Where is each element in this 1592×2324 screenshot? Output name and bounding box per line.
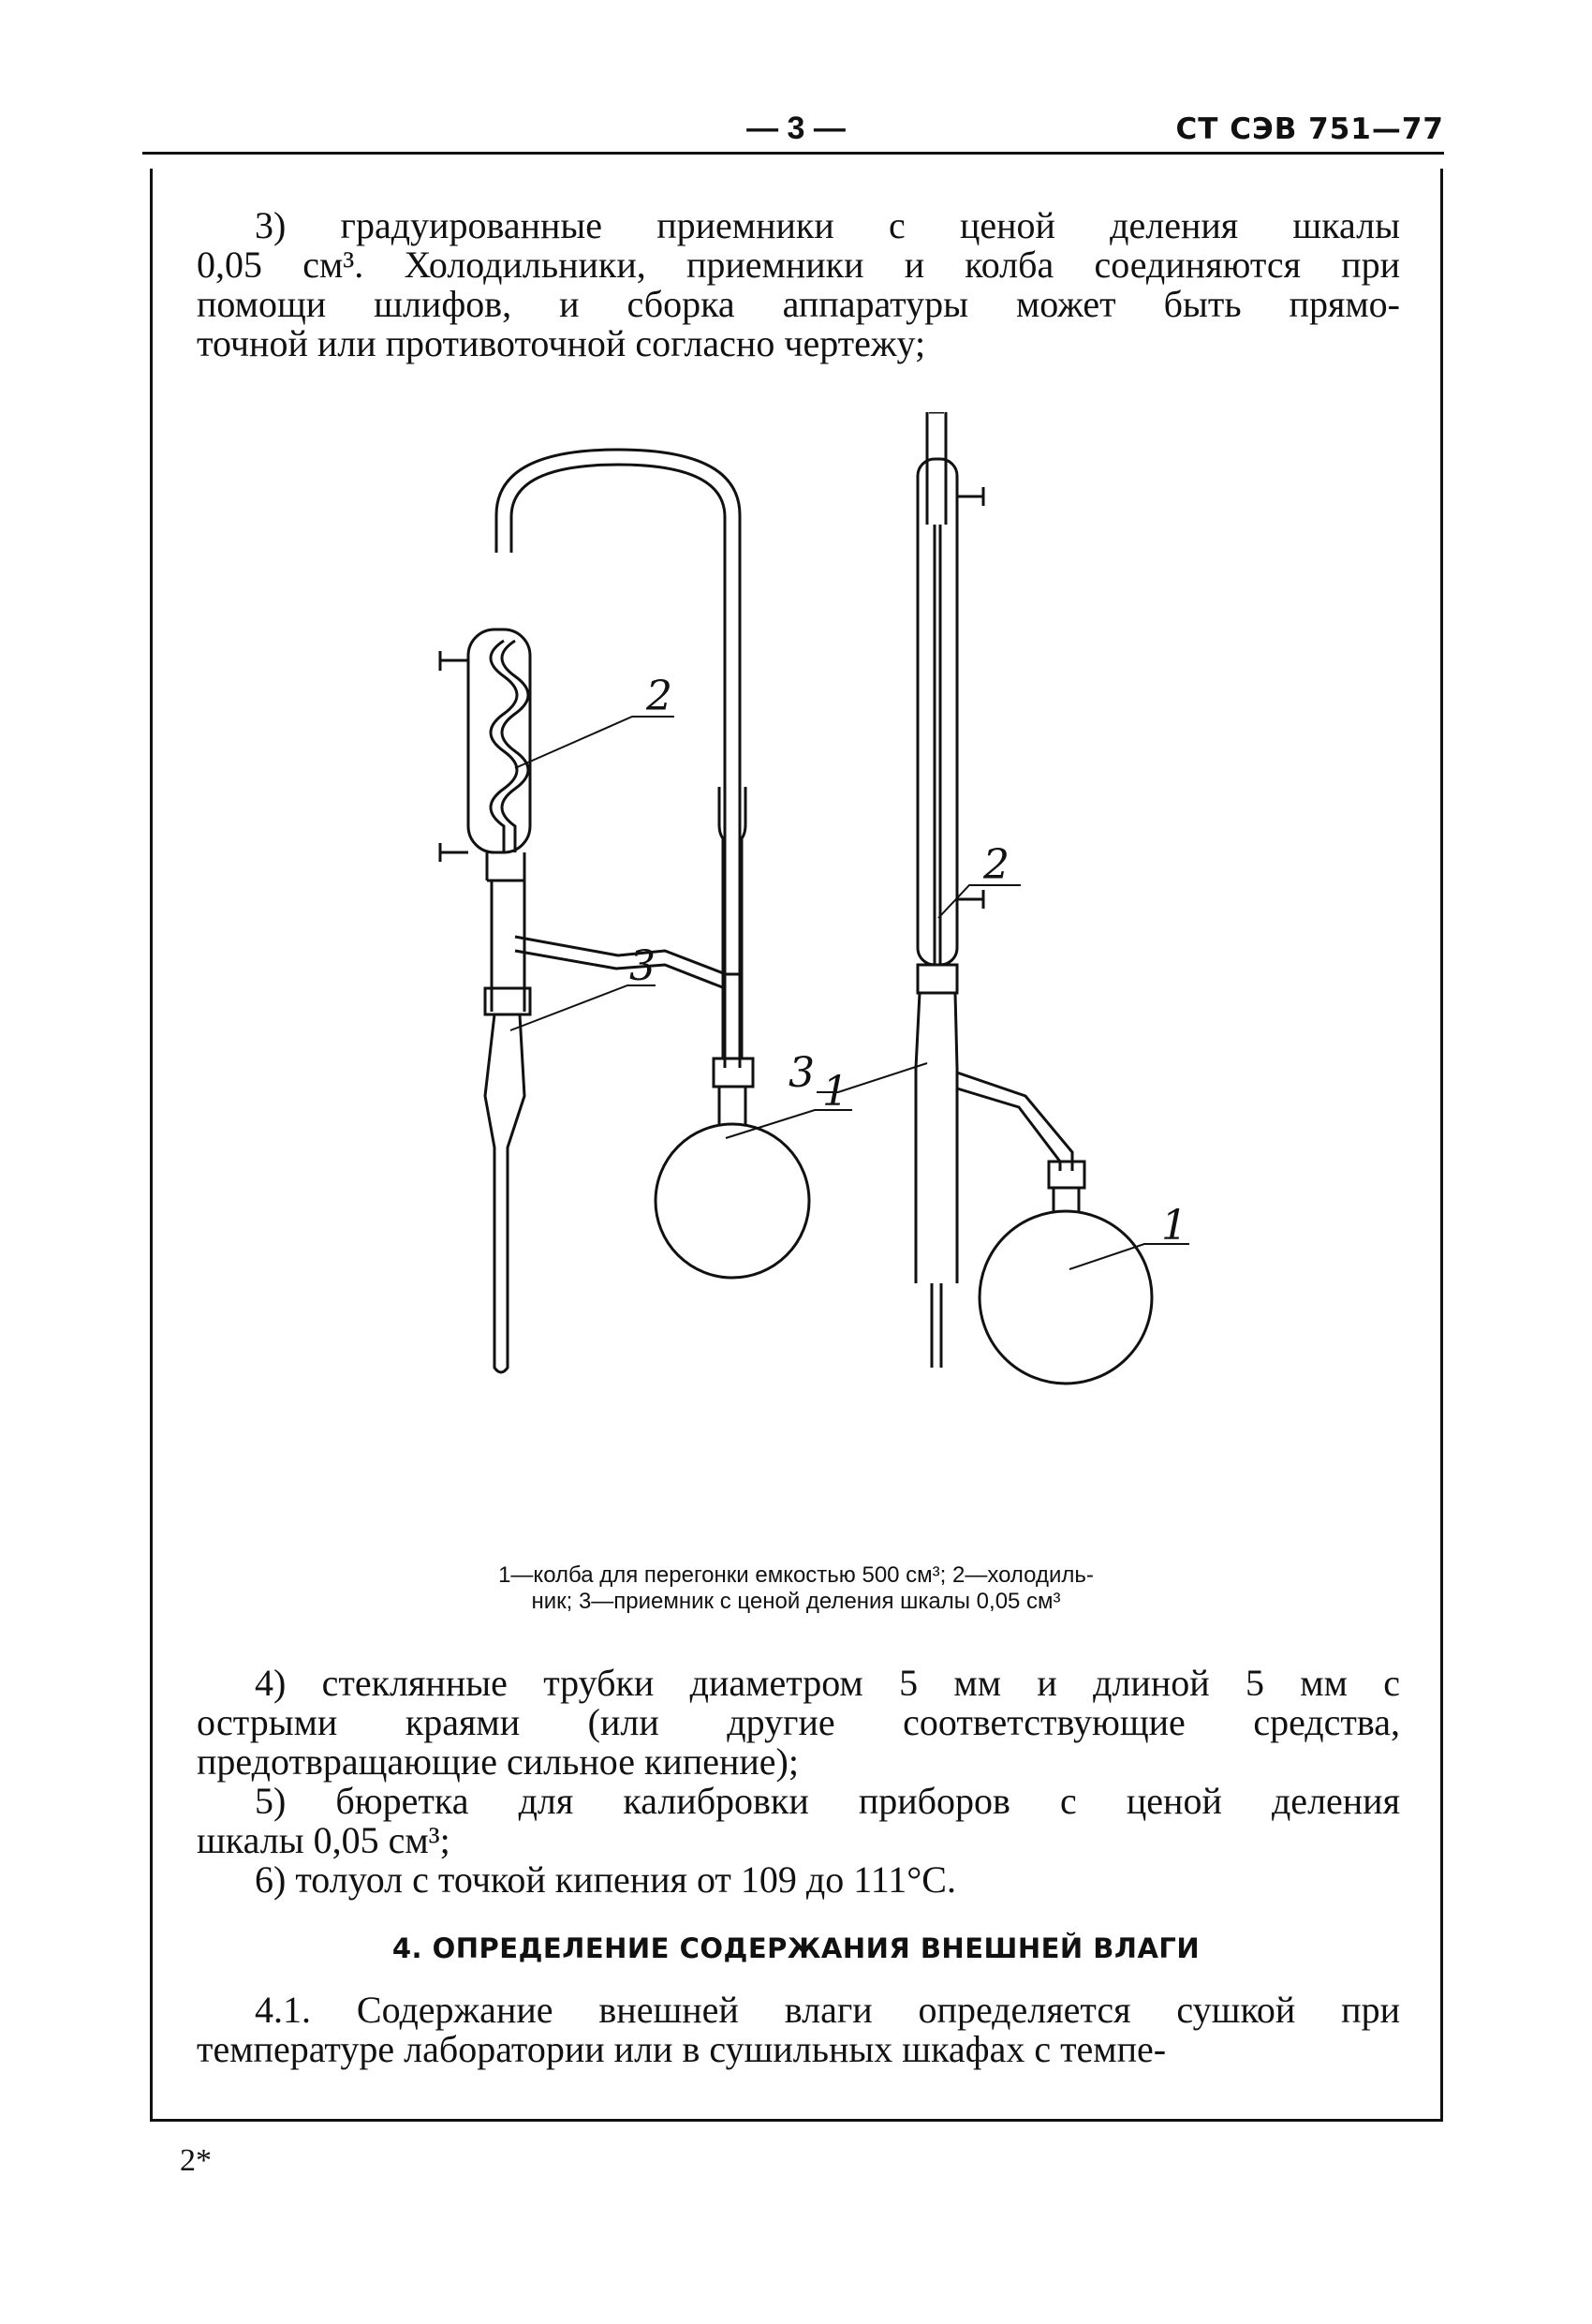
label-receiver-left: 3 — [629, 942, 656, 990]
paragraph-5 — [197, 1782, 1400, 1860]
paragraph-line: острыми краями (или другие соответствующие средства, — [197, 1701, 1400, 1743]
paragraph-3 — [197, 206, 1400, 363]
paragraph-line: предотвращающие сильное кипение); — [197, 1740, 799, 1783]
footer-rule — [150, 2119, 1443, 2122]
caption-line: 1—колба для перегонки емкостью 500 см³; 2—холодиль- — [498, 1562, 1094, 1588]
paragraph-4 — [197, 1664, 1400, 1782]
caption-line: ник; 3—приемник с ценой деления шкалы 0,05 см³ — [531, 1589, 1061, 1614]
label-flask-left: 1 — [822, 1068, 848, 1116]
figure-caption — [356, 1562, 1236, 1615]
document-code: СТ СЭВ 751—77 — [1175, 112, 1444, 146]
distillation-apparatus-figure — [375, 412, 1236, 1536]
label-condenser-left: 2 — [646, 673, 672, 720]
page-number: — 3 — — [746, 111, 846, 146]
paragraph-line: помощи шлифов, и сборка аппаратуры может быть прямо- — [197, 283, 1400, 325]
paragraph-line: 4) стеклянные трубки диаметром 5 мм и длиной 5 мм с — [255, 1662, 1400, 1704]
paragraph-line: точной или противоточной согласно чертежу; — [197, 322, 926, 364]
paragraph-line: температуре лаборатории или в сушильных шкафах с темпе- — [197, 2028, 1167, 2070]
paragraph-line: шкалы 0,05 см³; — [197, 1819, 450, 1861]
paragraph-line: 3) градуированные приемники с ценой деления шкалы — [255, 204, 1400, 246]
frame-right-rule — [1440, 169, 1443, 2122]
frame-left-rule — [150, 169, 153, 2122]
label-flask-right: 1 — [1161, 1202, 1187, 1250]
label-receiver-right: 3 — [789, 1049, 815, 1097]
paragraph-6 — [197, 1860, 1400, 1900]
paragraph-line: 5) бюретка для калибровки приборов с ценой деления — [255, 1780, 1400, 1822]
paragraph-line: 0,05 см³. Холодильники, приемники и колба соединяются при — [197, 244, 1400, 286]
paragraph-4-1 — [197, 1991, 1400, 2069]
header-rule — [142, 152, 1444, 155]
paragraph-line: 4.1. Содержание внешней влаги определяется сушкой при — [255, 1989, 1400, 2031]
section-heading: 4. ОПРЕДЕЛЕНИЕ СОДЕРЖАНИЯ ВНЕШНЕЙ ВЛАГИ — [391, 1932, 1201, 1964]
paragraph-line: 6) толуол с точкой кипения от 109 до 111°С. — [255, 1858, 956, 1901]
label-condenser-right: 2 — [983, 841, 1010, 889]
sheet-mark: 2* — [180, 2143, 212, 2178]
